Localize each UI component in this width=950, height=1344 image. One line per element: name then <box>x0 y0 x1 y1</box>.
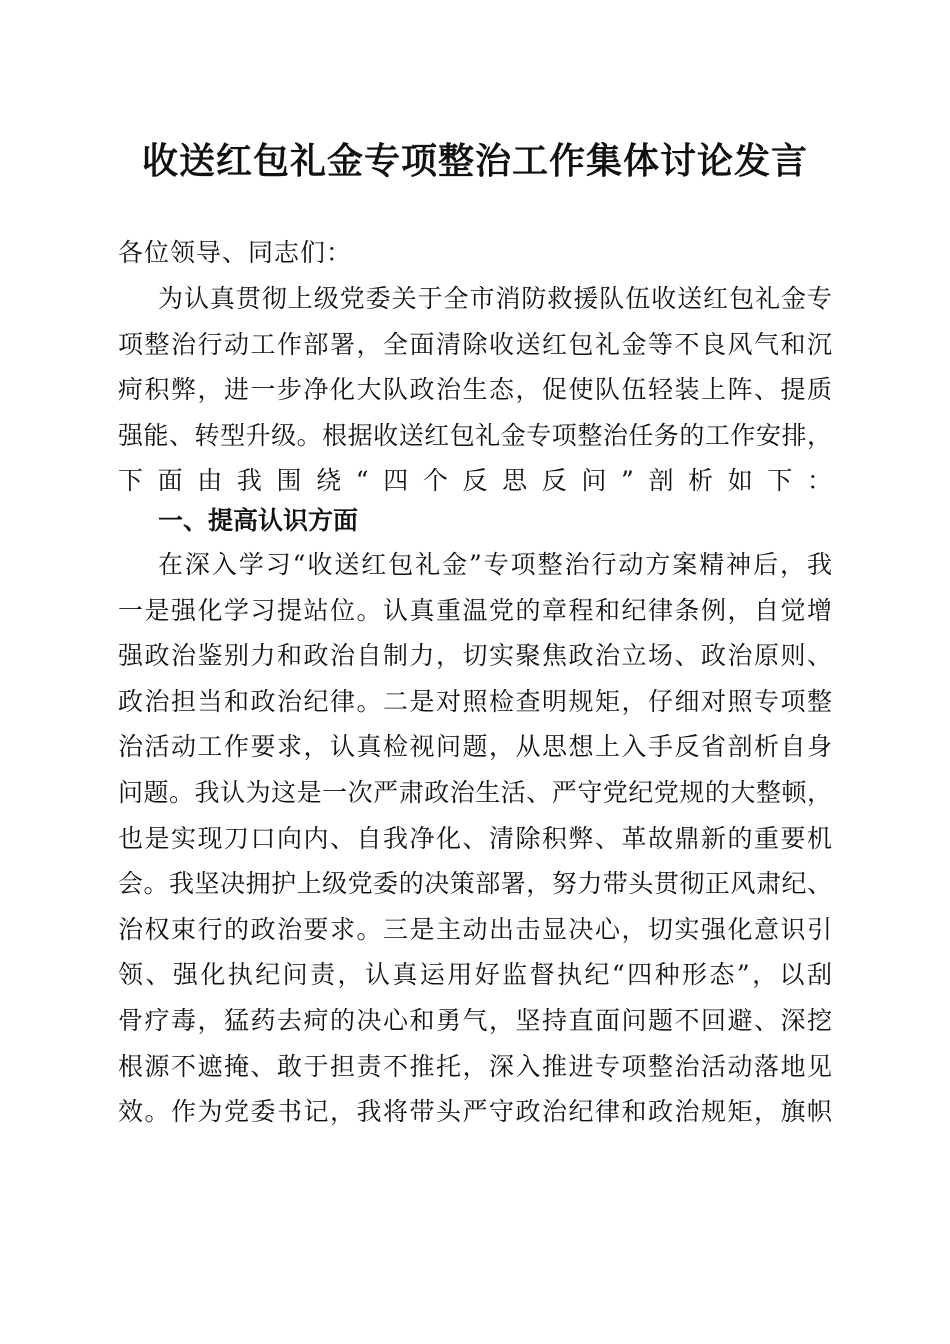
paragraph-line: 政治担当和政治纪律。二是对照检查明规矩，仔细对照专项整 <box>118 686 832 716</box>
document-title: 收送红包礼金专项整治工作集体讨论发言 <box>141 140 808 182</box>
paragraph-line: 也是实现刀口向内、自我净化、清除积弊、革故鼎新的重要机 <box>118 823 832 853</box>
paragraph-line: 强政治鉴别力和政治自制力，切实聚焦政治立场、政治原则、 <box>118 641 832 671</box>
paragraph-line: 问题。我认为这是一次严肃政治生活、严守党纪党规的大整顿， <box>118 777 832 807</box>
section-heading: 一、提高认识方面 <box>158 506 359 535</box>
paragraph-line: 为认真贯彻上级党委关于全市消防救援队伍收送红包礼金专 <box>158 284 832 313</box>
paragraph-line: 会。我坚决拥护上级党委的决策部署，努力带头贯彻正风肃纪、 <box>118 869 832 899</box>
paragraph-1 <box>118 276 832 504</box>
paragraph-line: 效。作为党委书记，我将带头严守政治纪律和政治规矩，旗帜 <box>118 1097 832 1127</box>
paragraph-line: 一是强化学习提站位。认真重温党的章程和纪律条例，自觉增 <box>118 595 832 625</box>
paragraph-line: 疴积弊，进一步净化大队政治生态，促使队伍轻装上阵、提质 <box>118 375 832 405</box>
greeting: 各位领导、同志们： <box>118 238 353 267</box>
paragraph-2 <box>118 542 832 1135</box>
paragraph-line: 领、强化执纪问责，认真运用好监督执纪“四种形态”，以刮 <box>118 960 832 990</box>
paragraph-line: 治权束行的政治要求。三是主动出击显决心，切实强化意识引 <box>118 914 832 944</box>
paragraph-line: 治活动工作要求，认真检视问题，从思想上入手反省剖析自身 <box>118 732 832 762</box>
paragraph-line: 下面由我围绕“四个反思反问”剖析如下： <box>118 466 832 496</box>
paragraph-line: 骨疗毒，猛药去疴的决心和勇气，坚持直面问题不回避、深挖 <box>118 1005 832 1035</box>
paragraph-line: 项整治行动工作部署，全面清除收送红包礼金等不良风气和沉 <box>118 329 832 359</box>
paragraph-line: 根源不遮掩、敢于担责不推托，深入推进专项整治活动落地见 <box>118 1051 832 1081</box>
paragraph-line: 强能、转型升级。根据收送红包礼金专项整治任务的工作安排， <box>118 420 832 450</box>
paragraph-line: 在深入学习“收送红包礼金”专项整治行动方案精神后，我 <box>158 550 832 579</box>
